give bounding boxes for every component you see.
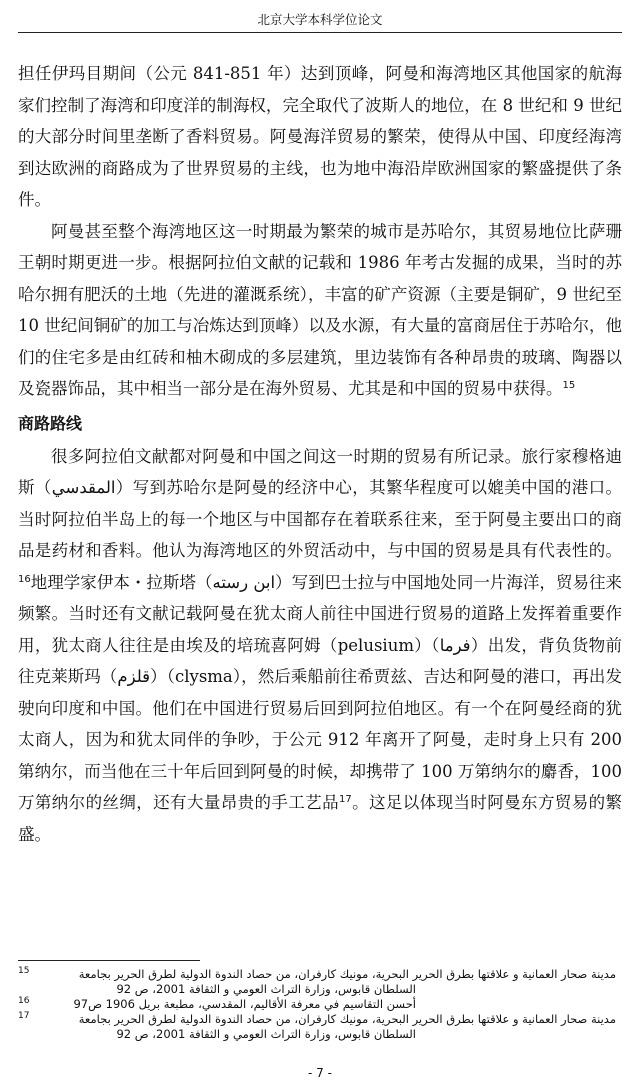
paragraph-2-text: 阿曼甚至整个海湾地区这一时期最为繁荣的城市是苏哈尔，其贸易地位比萨珊王朝时期更进一步。根据阿拉伯文献的记载和 1986 年考古发掘的成果，当时的苏哈尔拥有肥沃的土地（先进的灌溉系统），丰富的矿产资源（主要是铜矿，9 世纪至 10 世纪间铜矿的加工与冶炼达到顶峰）以及水源，有大量的富商居住于苏哈尔，他们的住宅多是由红砖和柚木砌成的多层建筑，里边装饰有各种昂贵的玻璃、陶器以及瓷器饰品，其中相当一部分是在海外贸易、尤其是和中国的贸易中获得。 (18, 221, 622, 398)
footnote-text (18, 997, 622, 1012)
footnote-text (18, 967, 622, 997)
paragraph-2 (18, 216, 622, 405)
footnote-line: السلطان قابوس، وزارة التراث العومي و الثقافة 2001، ص 92 (116, 1027, 416, 1041)
paragraph-1: 担任伊玛目期间（公元 841-851 年）达到顶峰，阿曼和海湾地区其他国家的航海家们控制了海湾和印度洋的制海权，完全取代了波斯人的地位，在 8 世纪和 9 世纪的大部分时间里垄断了香料贸易。阿曼海洋贸易的繁荣，使得从中国、印度经海湾到达欧洲的商路成为了世界贸易的主线，也为地中海沿岸欧洲国家的繁盛提供了条件。 (18, 64, 622, 209)
section-heading: 商路路线 (18, 413, 83, 433)
main-text (18, 58, 622, 850)
footnote-line: أحسن التقاسيم في معرفة الأقاليم، المقدسي، مطبعة بريل 1906 ص97 (73, 997, 416, 1011)
footnote-ref-15[interactable]: 15 (562, 380, 576, 391)
footnote-16 (18, 997, 622, 1012)
footnote-number: 16 (18, 996, 30, 1006)
page-header (18, 10, 622, 33)
header-title: 北京大学本科学位论文 (257, 12, 383, 27)
footnote-17 (18, 1012, 622, 1042)
page-number: - 7 - (308, 1066, 332, 1080)
footnote-line: السلطان قابوس، وزارة التراث العومي و الثقافة 2001، ص 92 (116, 982, 416, 996)
footnote-text (18, 1012, 622, 1042)
footnote-number: 17 (18, 1011, 30, 1021)
footnote-ref-17[interactable]: 17 (338, 794, 352, 805)
footnotes (18, 960, 622, 1042)
paragraph-3-text-c: 。这足以体现当时阿曼东方贸易的繁盛。 (18, 793, 623, 844)
footnote-number: 15 (18, 966, 30, 976)
footnote-line: مدينة صحار العمانية و علاقتها بطرق الحرير البحرية، مونيك كارفران، من حصاد الندوة الدولية لطرق الحرير بجامعة (78, 967, 616, 981)
paragraph-3 (18, 441, 622, 851)
footnote-line: مدينة صحار العمانية و علاقتها بطرق الحرير البحرية، مونيك كارفران، من حصاد الندوة الدولية لطرق الحرير بجامعة (78, 1012, 616, 1026)
footnote-ref-16[interactable]: 16 (18, 573, 31, 585)
footnote-15 (18, 967, 622, 997)
paragraph-3-text-a: 很多阿拉伯文献都对阿曼和中国之间这一时期的贸易有所记录。旅行家穆格迪斯（المقدسي）写到苏哈尔是阿曼的经济中心，其繁华程度可以媲美中国的港口。当时阿拉伯半岛上的每一个地区与中国都存在着联系往来，至于阿曼主要出口的商品是药材和香料。他认为海湾地区的外贸活动中，与中国的贸易是具有代表性的。 (18, 446, 622, 560)
paragraph-3-text-b: 地理学家伊本・拉斯塔（ابن رسته）写到巴士拉与中国地处同一片海洋，贸易往来频繁。当时还有文献记载阿曼在犹太商人前往中国进行贸易的道路上发挥着重要作用，犹太商人往往是由埃及的培琉喜阿姆（pelusium）（فرما）出发，背负货物前往克莱斯玛（قلزم）（clysma），然后乘船前往希贾兹、吉达和阿曼的港口，再出发驶向印度和中国。他们在中国进行贸易后回到阿拉伯地区。有一个在阿曼经商的犹太商人，因为和犹太同伴的争吵，于公元 912 年离开了阿曼，走时身上只有 200 第纳尔，而当他在三十年后回到阿曼的时候，却携带了 100 万第纳尔的麝香，100 万第纳尔的丝绸，还有大量昂贵的手工艺品 (18, 572, 623, 812)
footnote-divider (18, 960, 200, 961)
